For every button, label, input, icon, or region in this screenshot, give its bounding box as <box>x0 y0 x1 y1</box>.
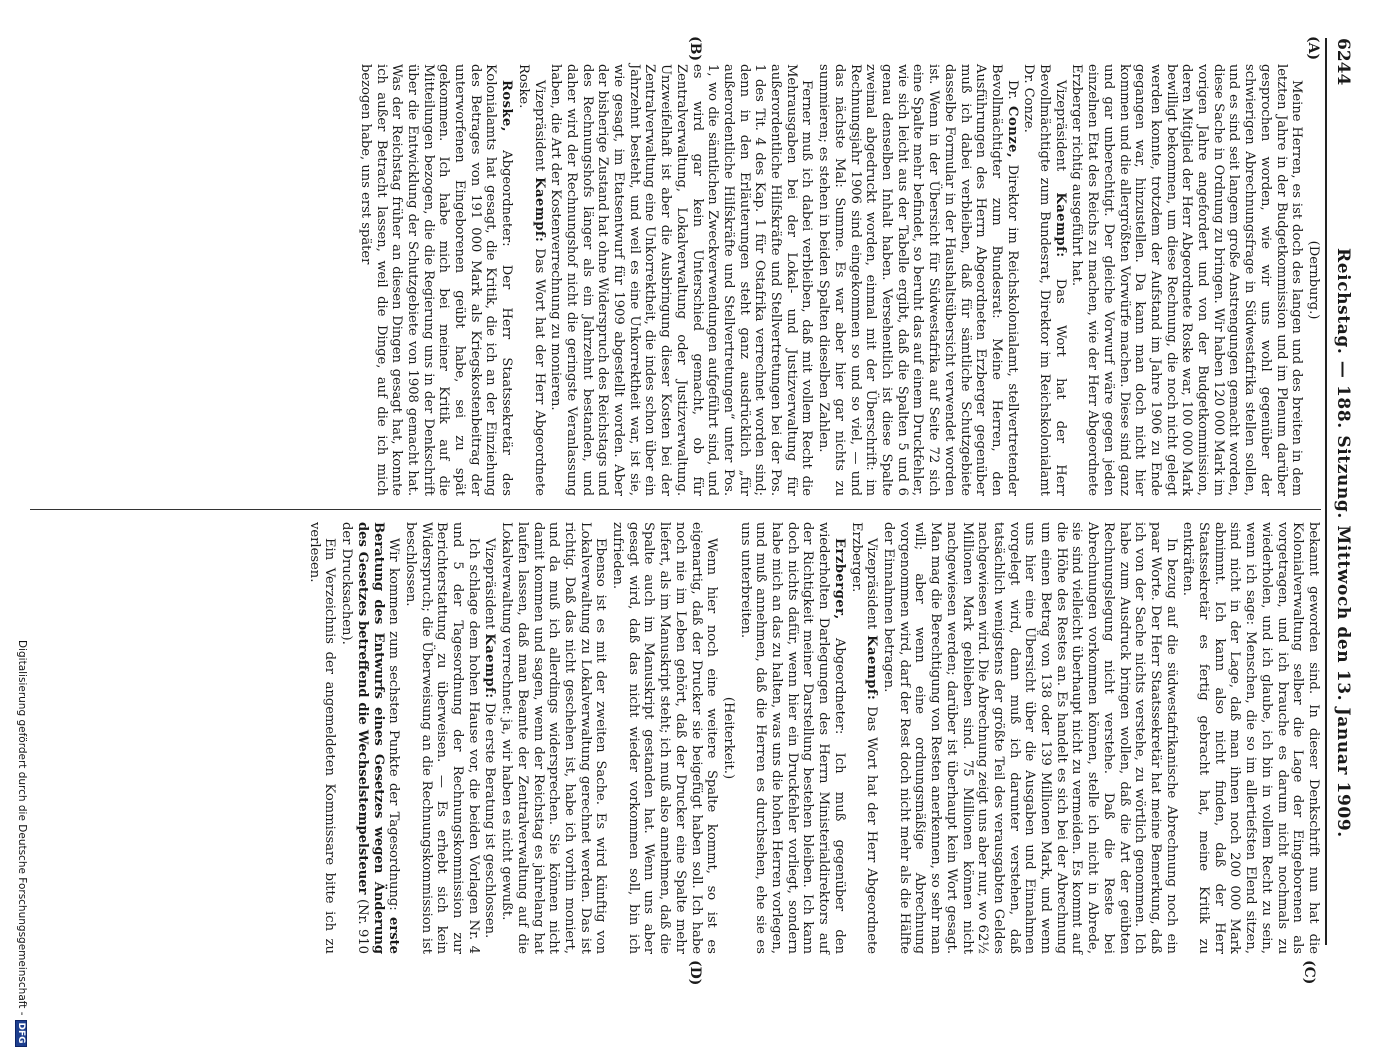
paragraph-text: Abgeordneter: Der Herr Staatssekretär des Kolonialamts hat gesagt, die Kritik, die ich an der Einziehung des Betrages von 191 000 Mark als Kriegskostenbeitrag der unterworfenen Eingeborenen geübt habe, sei zu spät gekommen. Ich habe mich bei meiner Kritik auf die Mitteilungen bezogen, die die Regierung uns in der Denkschrift über die Entwicklung der Schutzgebiete von 1908 gemacht hat. Was der Reichstag früher an diesen Dingen gesagt hat, konnte ich außer Betracht lassen, weil die Dinge, auf die ich mich bezogen habe, uns erst später <box>357 64 515 496</box>
paragraph <box>515 64 546 496</box>
paragraph: Ebenso ist es mit der zweiten Sache. Es wird künftig von Lokalverwaltung zu Lokalverwaltung gerechnet werden. Das ist richtig. Daß das nicht geschehen ist, habe ich vorhin moniert, und da muß ich allerdings widersprechen. Sie können nicht damit kommen und sagen, wenn der Reichstag es jahrelang hat laufen lassen, daß man Beamte der Zentralverwaltung auf die Lokalverwaltung verrechnet: ja, wir haben es nicht gewußt. <box>499 522 609 954</box>
paragraph: bekannt geworden sind. In dieser Denkschrift nun hat die Kolonialverwaltung selber die Lage der Eingeborenen als vorgetragen, und ich brauche es darum nicht nochmals zu wiederholen, und ich glaube, ich bin in vollem Recht zu sein, wenn ich sage: Menschen, die so im allertiefsten Elend sitzen, sind nicht in der Lage, daß man ihnen noch 200 000 Mark abnimmt. Ich kann also nicht finden, daß der Herr Staatssekretär es fertig gebracht hat, meine Kritik zu entkräften. <box>1180 522 1321 954</box>
paragraph-text: (Nr. 910 der Drucksachen). <box>339 522 370 955</box>
paragraph <box>816 64 1020 496</box>
agenda-item-title: erste Beratung des Entwurfs eines Gesetzes wegen Änderung des Gesetzes betreffend die Wechselstempelsteuer <box>354 522 402 954</box>
running-title: Reichstag. — 188. Sitzung. Mittwoch den 13. Januar 1909. <box>1333 248 1353 838</box>
paragraph <box>737 522 847 954</box>
speaker-label: Vizepräsident <box>864 538 880 630</box>
column-divider <box>30 509 1321 510</box>
page-number: 6244 <box>1333 38 1353 86</box>
paragraph <box>482 522 498 954</box>
paragraph-text: Wir kommen zum sechsten Punkte der Tagesordnung: <box>386 538 402 911</box>
speaker-label: Vizepräsident <box>1052 80 1068 172</box>
funding-note: Digitalisierung gefördert durch die Deutsche Forschungsgemeinschaft - <box>16 640 28 1016</box>
paragraph: Ich schlage dem hohen Hause vor, die beiden Vorlagen Nr. 4 und 5 der Tagesordnung der Rechnungskommission zur Berichterstattung zu überweisen. — Es erhebt sich kein Widerspruch; die Überweisung an die Rechnungskommission ist beschlossen. <box>402 522 481 954</box>
paragraph <box>1021 64 1068 496</box>
speaker-label: Vizepräsident <box>531 80 547 172</box>
right-column <box>28 522 1321 954</box>
paragraph-text: Abgeordneter: Ich muß gegenüber den wiederholten Darlegungen des Herrn Ministerialdirektors auf der Richtigkeit meiner Darstellung bestehen bleiben. Ich kann doch nichts dafür, wenn hier ein Druckfehler vorliegt, sondern habe mich an das zu halten, was uns die hohen Herren vorlegen, und muß annehmen, daß die Herren es durchsehen, ehe sie es uns unterbreiten. <box>737 522 847 954</box>
funding-footer <box>15 640 28 1044</box>
stage-direction: (Heiterkeit.) <box>720 696 736 780</box>
speaker-name: Kaempf: <box>864 635 880 701</box>
speaker-name: Erzberger, <box>831 538 847 620</box>
speaker-name: Roske, <box>499 80 515 132</box>
paragraph <box>357 64 514 496</box>
speaker-name: Kaempf: <box>1052 192 1068 258</box>
speaker-name: Kaempf: <box>482 633 498 699</box>
paragraph-text: Das Wort hat der Herr Abgeordnete Roske. <box>515 64 547 496</box>
left-column <box>28 64 1321 496</box>
page-header <box>1327 38 1357 945</box>
paragraph: Ein Verzeichnis der angemeldeten Kommissare bitte ich zu verlesen. <box>306 522 338 954</box>
paragraph <box>338 522 401 954</box>
header-rule <box>1325 38 1327 945</box>
paragraph <box>848 522 879 954</box>
paragraph-text: Das Wort hat der Herr Bevollmächtigte zum Bundesrat, Direktor im Reichskolonialamt Dr. Conze. <box>1021 64 1068 496</box>
margin-marker-a: (A) <box>1305 36 1321 61</box>
paragraph: In bezug auf die südwestafrikanische Abrechnung noch ein paar Worte. Der Herr Staatssekretär hat meine Bemerkung, daß ich von der Sache nichts verstehe, zu wörtlich genommen. Ich habe zum Ausdruck bringen wollen, daß die Art der geübten Rechnungslegung nicht verstehe. Daß die Reste bei Abrechnungen vorkommen können, stelle ich nicht in Abrede, sie sind vielleicht überhaupt nicht zu vermeiden. Es kommt auf die Höhe des Restes an. Es handelt es sich bei der Abrechnung um einen Betrag von 138 oder 139 Millionen Mark, und wenn uns hier eine Übersicht über die Ausgaben und Einnahmen vorgelegt wird, dann muß ich darunter verstehen, daß tatsächlich wenigstens der größte Teil des verausgabten Geldes nachgewiesen wird. Die Abrechnung zeigt uns aber nur, wo 62½ Millionen Mark geblieben sind. 75 Millionen können nicht nachgewiesen werden; darüber ist überhaupt kein Wort gesagt. Man mag die Berechtigung von Resten anerkennen, so sehr man will; aber wenn eine ordnungsmäßige Abrechnung vorgenommen wird, darf der Rest doch nicht mehr als die Hälfte der Einnahmen betragen. <box>881 522 1179 954</box>
margin-marker-c: (C) <box>1301 960 1317 985</box>
paragraph-text: Direktor im Reichskolonialamt, stellvertretender Bevollmächtigter zum Bundesrat: Meine Herren, den Ausführungen des Herrn Abgeordneten Erzberger gegenüber muß ich dabei verbleiben, daß für sämtliche Schutzgebiete dasselbe Formular in der Haushaltsübersicht verwendet worden ist. Wenn in der Übersicht für Südwestafrika auf Seite 72 sich eine Spalte mehr befindet, so beruht das auf einem Druckfehler, wie sich leicht aus der Tabelle ergibt, daß die Spalten 5 und 6 genau denselben Inhalt haben. Versehentlich ist diese Spalte zweimal abgedruckt worden, einmal mit der Überschrift: im Rechnungsjahr 1906 sind eingekommen so und so viel, — und das nächste Mal: Summe. Es war aber hier gar nichts zu summieren; es stehen in beiden Spalten dieselben Zahlen. <box>816 64 1020 496</box>
margin-marker-b: (B) <box>687 36 703 62</box>
speaker-label: Vizepräsident <box>482 538 498 630</box>
paragraph-text: Das Wort hat der Herr Abgeordnete Erzberger. <box>848 522 880 954</box>
speaker-name: Kaempf: <box>531 177 547 243</box>
paragraph: Wenn hier noch eine weitere Spalte kommt, so ist es eigenartig, daß der Drucker sie beigefügt haben soll. Ich habe noch nie im Leben gehört, daß der Drucker eine Spalte mehr liefert, als im Manuskript steht; ich muß also annehmen, daß die Spalte auch im Manuskript gestanden hat. Wenn uns aber gesagt wird, daß das nicht wieder vorkommen soll, bin ich zufrieden. <box>610 522 720 954</box>
paragraph: Meine Herren, es ist doch des langen und des breiten in dem letzten Jahre in der Budgetkommission und im Plenum darüber gesprochen worden, wie wir uns wohl gegenüber der schwierigen Abrechnungsfrage in Südwestafrika stellen sollen, und es sind seit langem große Anstrengungen gemacht worden, diese Sache in Ordnung zu bringen. Wir haben 120 000 Mark im vorigen Jahre angefordert und von der Budgetkommission, deren Mitglied der Herr Abgeordnete Roske war, 100 000 Mark bewilligt bekommen, um diese Rechnung, die noch nicht gelegt werden konnte, trotzdem der Aufstand im Jahre 1906 zu Ende gegangen war, hinzustellen. Da kann man doch nicht hier kommen und die allergrößten Vorwürfe machen. Diese sind ganz und gar unberechtigt. Der gleiche Vorwurf wäre gegen jeden einzelnen Etat des Reichs zu machen, wie der Herr Abgeordnete Erzberger richtig ausgeführt hat. <box>1069 64 1305 496</box>
paragraph: Ferner muß ich dabei verbleiben, daß mit vollem Recht die Mehrausgaben bei der Lokal- und Justizverwaltung für außerordentliche Hilfskräfte und Stellvertretungen bei der Pos. 1 des Tit. 4 des Kap. 1 für Ostafrika verrechnet worden sind; denn in den Erläuterungen steht ganz ausdrücklich „für außerordentliche Hilfskräfte und Stellvertretungen“ unter Pos. 1, wo die sämtlichen Zweckverwendungen aufgeführt sind, und es wird gar kein Unterschied gemacht, ob für Zentralverwaltung, Lokalverwaltung oder Justizverwaltung. Unzweifelhaft ist aber die Ausbringung dieser Kosten bei der Zentralverwaltung eine Unkorrektheit, die indes schon über ein Jahrzehnt besteht, und weil es eine Unkorrektheit war, ist sie, wie gesagt, im Etatsentwurf für 1909 abgestellt worden. Aber der bisherige Zustand hat ohne Widerspruch des Reichstags und des Rechnungshofs länger als ein Jahrzehnt bestanden, und daher wird der Rechnungshof nicht die geringste Veranlassung haben, die Art der Kostenverrechnung zu monieren. <box>548 64 815 496</box>
paragraph-text: Die erste Beratung ist geschlossen. <box>482 702 498 939</box>
dfg-logo: DFG <box>15 1020 27 1047</box>
speaker-tag: (Dernburg.) <box>1306 240 1321 320</box>
margin-marker-d: (D) <box>687 960 703 986</box>
speaker-prefix: Dr. <box>1004 80 1020 100</box>
speaker-name: Conze, <box>1004 106 1020 159</box>
